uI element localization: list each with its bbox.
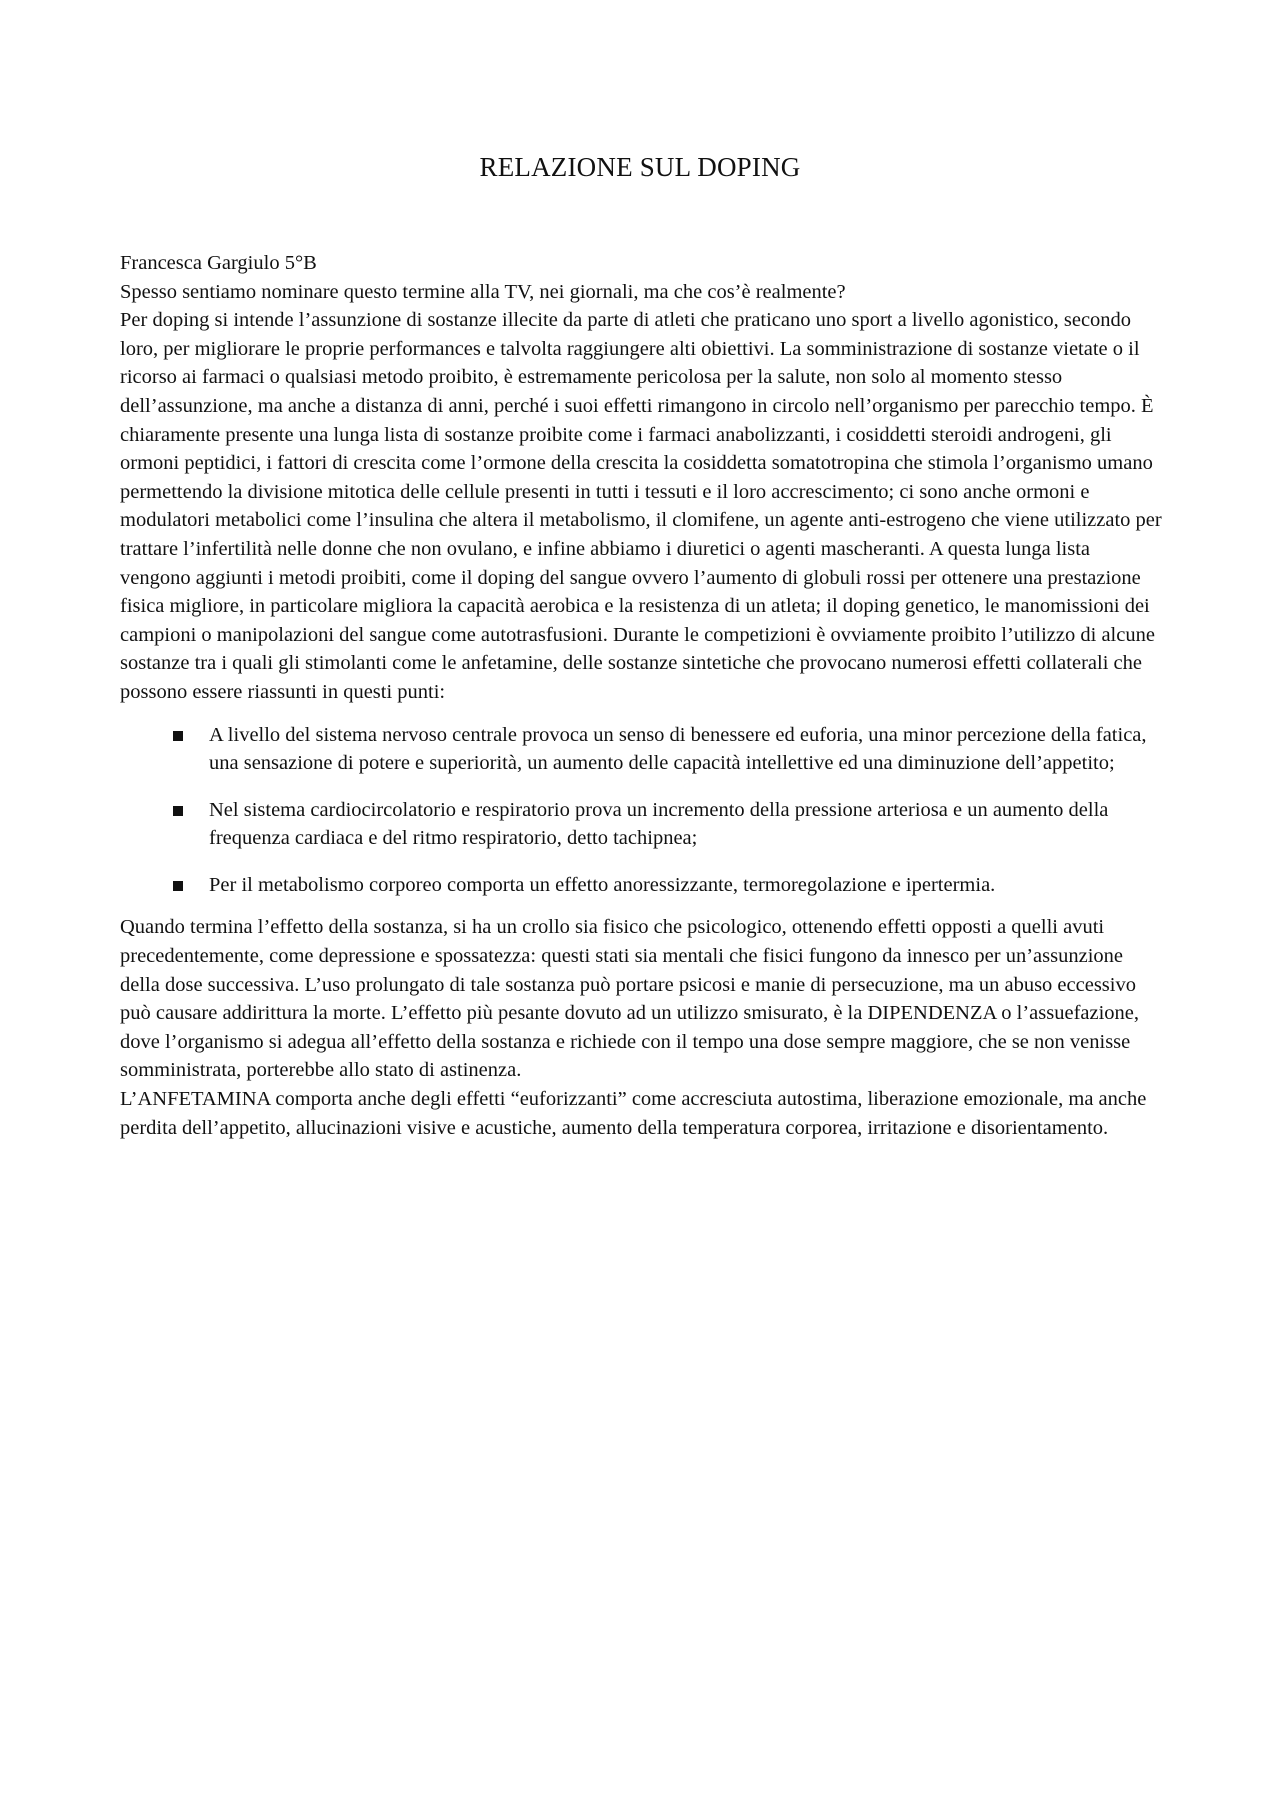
list-item-text: A livello del sistema nervoso centrale provoca un senso di benessere ed euforia, una minor percezione della fatica, una sensazione di potere e superiorità, un aumento delle capacità intellettive ed una diminuzione dell’appetito; (209, 723, 1147, 775)
list-item (120, 796, 1165, 853)
paragraph-doping-definition: Per doping si intende l’assunzione di sostanze illecite da parte di atleti che praticano uno sport a livello agonistico, secondo loro, per migliorare le proprie performances e talvolta raggiungere alti obiettivi. La somministrazione di sostanze vietate o il ricorso ai farmaci o qualsiasi metodo proibito, è estremamente pericolosa per la salute, non solo al momento stesso dell’assunzione, ma anche a distanza di anni, perché i suoi effetti rimangono in circolo nell’organismo per parecchio tempo. È chiaramente presente una lunga lista di sostanze proibite come i farmaci anabolizzanti, i cosiddetti steroidi androgeni, gli ormoni peptidici, i fattori di crescita come l’ormone della crescita la cosiddetta somatotropina che stimola l’organismo umano permettendo la divisione mitotica delle cellule presenti in tutti i tessuti e il loro accrescimento; ci sono anche ormoni e modulatori metabolici come l’insulina che altera il metabolismo, il clomifene, un agente anti-estrogeno che viene utilizzato per trattare l’infertilità nelle donne che non ovulano, e infine abbiamo i diuretici o agenti mascheranti. A questa lunga lista vengono aggiunti i metodi proibiti, come il doping del sangue ovvero l’aumento di globuli rossi per ottenere una prestazione fisica migliore, in particolare migliora la capacità aerobica e la resistenza di un atleta; il doping genetico, le manomissioni dei campioni o manipolazioni del sangue come autotrasfusioni. Durante le competizioni è ovviamente proibito l’utilizzo di alcune sostanze tra i quali gli stimolanti come le anfetamine, delle sostanze sintetiche che provocano numerosi effetti collaterali che possono essere riassunti in questi punti: (120, 309, 1162, 703)
document-body (120, 249, 1165, 1142)
square-bullet-icon (173, 731, 183, 741)
list-item (120, 871, 1165, 900)
list-item-text: Per il metabolismo corporeo comporta un effetto anoressizzante, termoregolazione e ipertermia. (209, 873, 996, 896)
intro-question: Spesso sentiamo nominare questo termine alla TV, nei giornali, ma che cos’è realmente? (120, 280, 846, 303)
square-bullet-icon (173, 881, 183, 891)
author-line: Francesca Gargiulo 5°B (120, 252, 317, 274)
document-title: RELAZIONE SUL DOPING (479, 152, 801, 182)
paragraph-amphetamine: L’ANFETAMINA comporta anche degli effetti “euforizzanti” come accresciuta autostima, liberazione emozionale, ma anche perdita dell’appetito, allucinazioni visive e acustiche, aumento della temperatura corporea, irritazione e disorientamento. (120, 1088, 1147, 1139)
square-bullet-icon (173, 806, 183, 816)
list-item (120, 721, 1165, 778)
side-effects-list (120, 721, 1165, 900)
paragraph-after-effects: Quando termina l’effetto della sostanza, si ha un crollo sia fisico che psicologico, ottenendo effetti opposti a quelli avuti precedentemente, come depressione e spossatezza: questi stati sia mentali che fisici fungono da innesco per un’assunzione della dose successiva. L’uso prolungato di tale sostanza può portare psicosi e manie di persecuzione, ma un abuso eccessivo può causare addirittura la morte. L’effetto più pesante dovuto ad un utilizzo smisurato, è la DIPENDENZA o l’assuefazione, dove l’organismo si adegua all’effetto della sostanza e richiede con il tempo una dose sempre maggiore, che se non venisse somministrata, porterebbe allo stato di astinenza. (120, 916, 1140, 1082)
list-item-text: Nel sistema cardiocircolatorio e respiratorio prova un incremento della pressione arteriosa e un aumento della frequenza cardiaca e del ritmo respiratorio, detto tachipnea; (209, 798, 1109, 850)
